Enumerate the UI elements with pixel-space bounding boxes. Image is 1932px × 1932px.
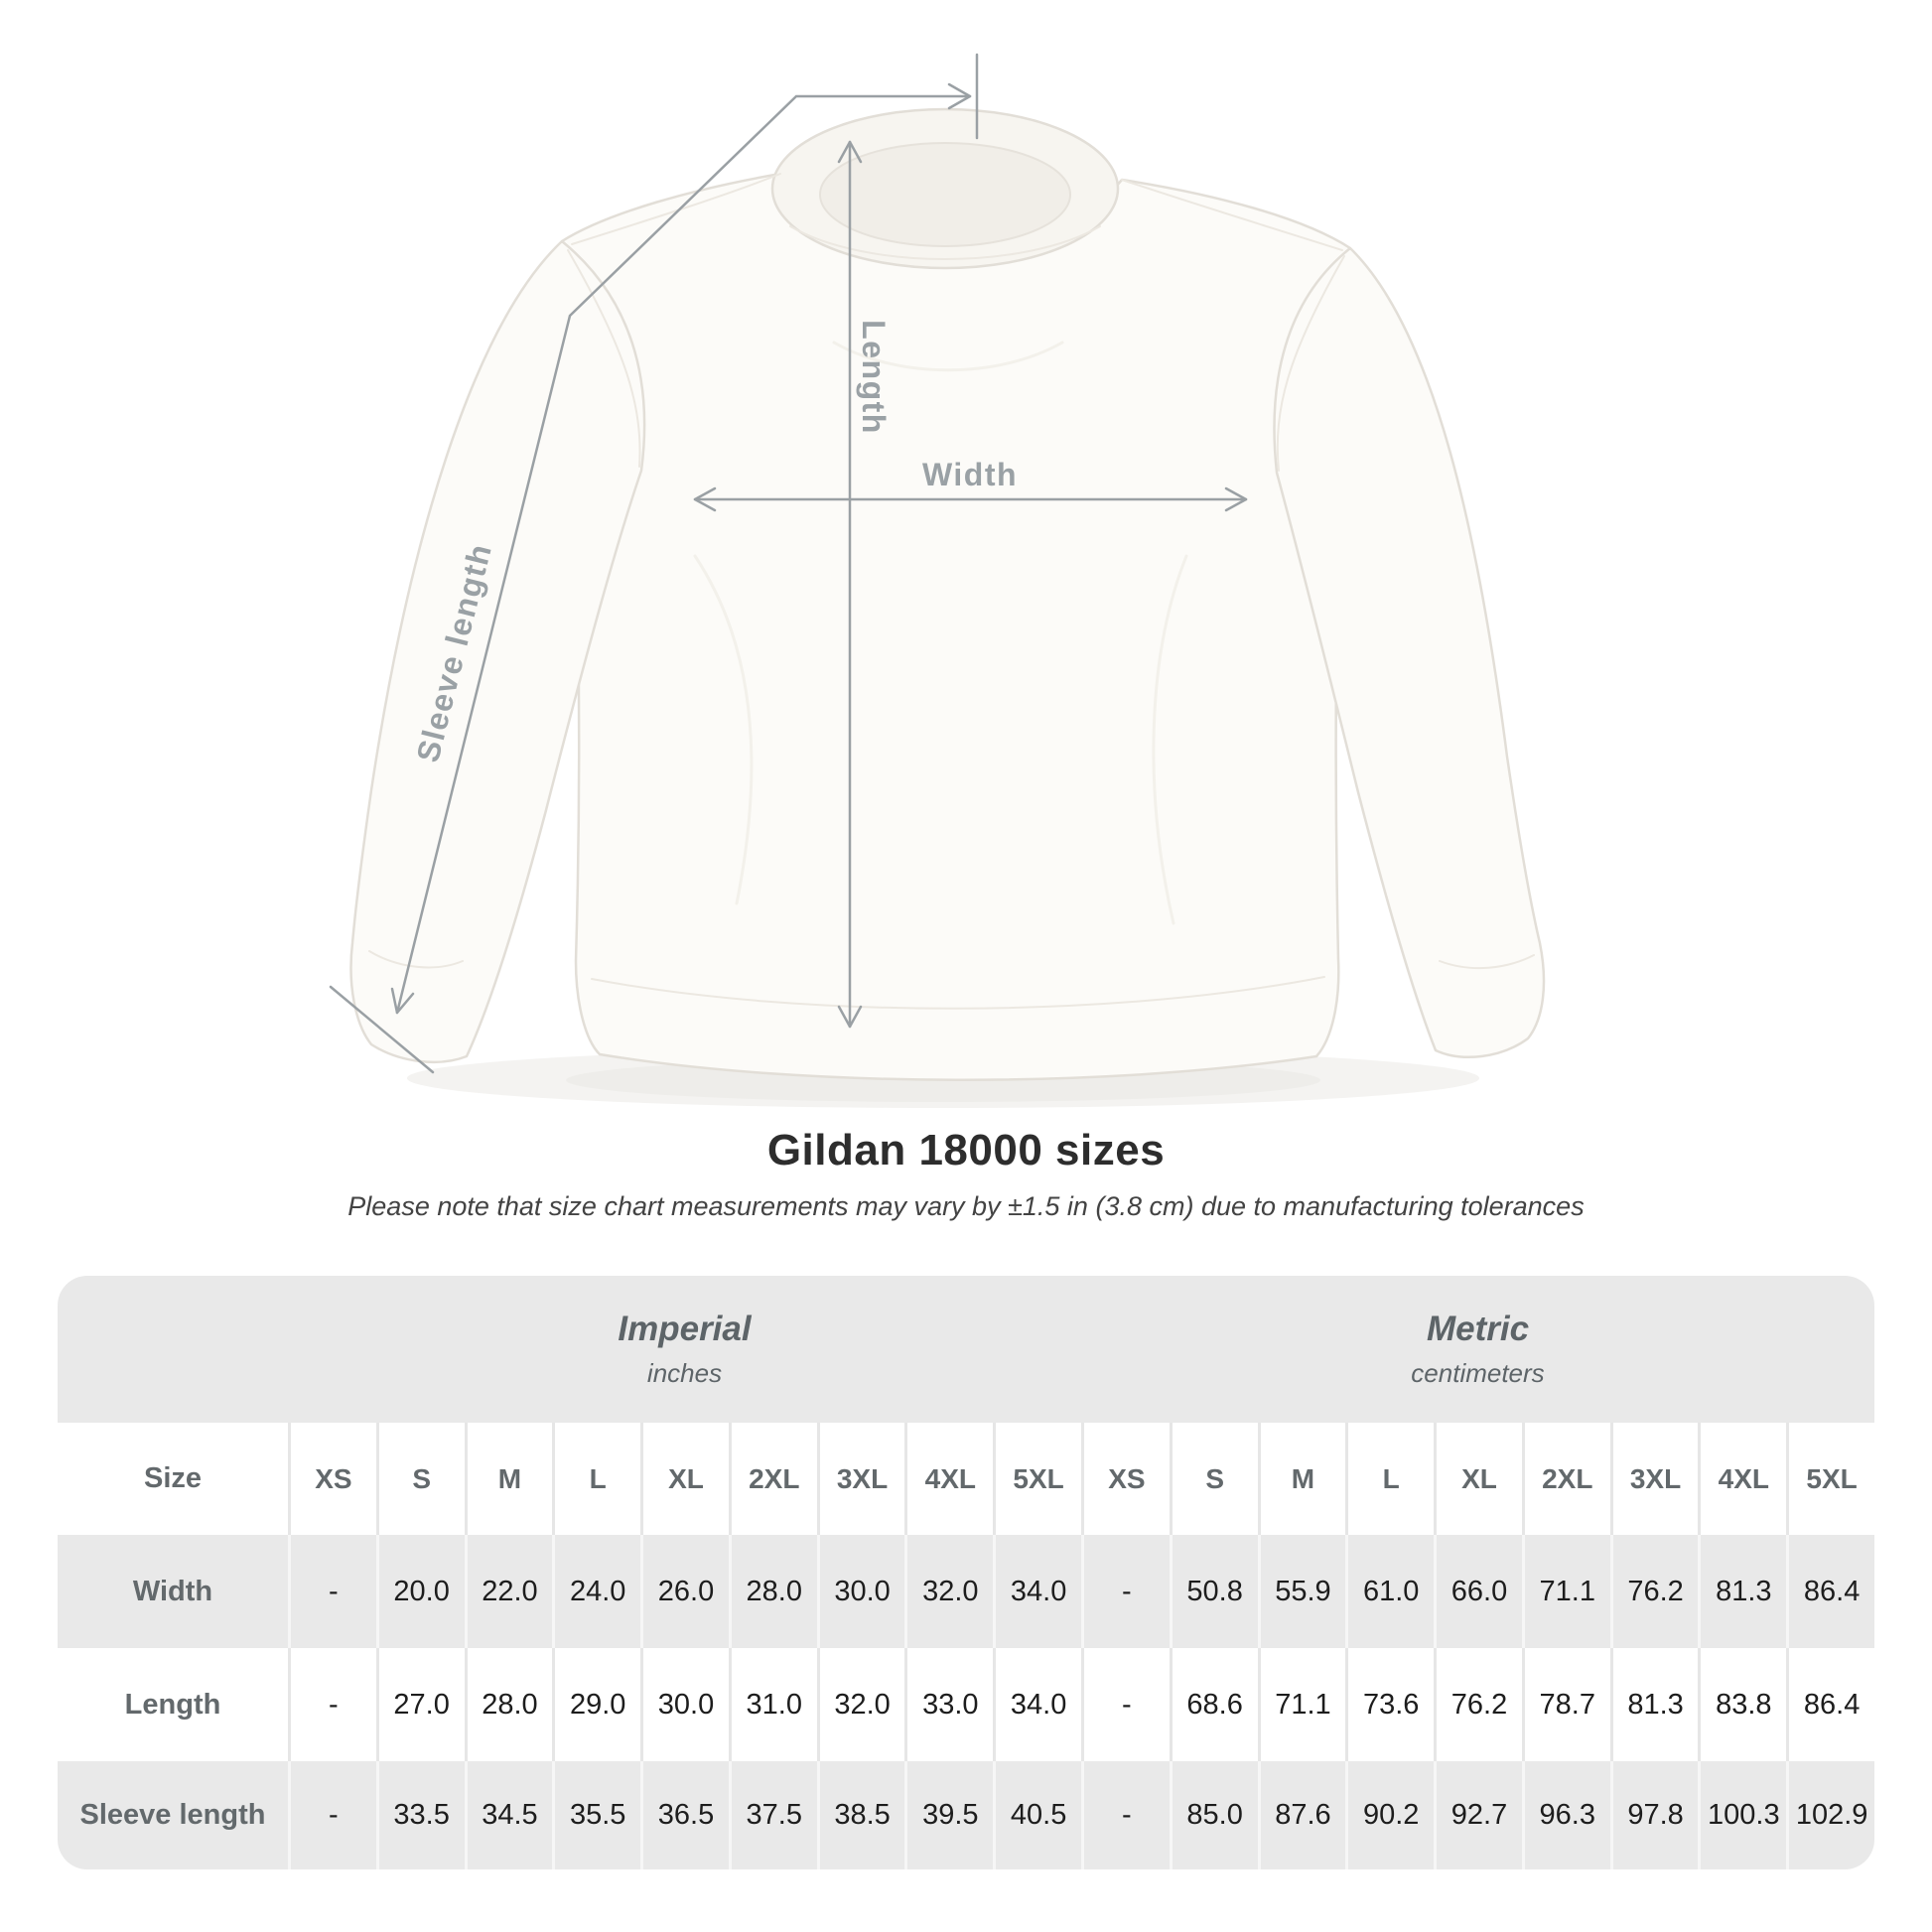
value-cell: 87.6 (1258, 1761, 1346, 1869)
value-cell: 55.9 (1258, 1535, 1346, 1648)
col-header: M (465, 1423, 553, 1535)
value-cell: 30.0 (640, 1648, 729, 1761)
value-cell: 66.0 (1434, 1535, 1522, 1648)
length-measure-label: Length (856, 320, 892, 435)
metric-label: Metric (1426, 1310, 1530, 1348)
value-cell: 71.1 (1258, 1648, 1346, 1761)
value-cell: 76.2 (1434, 1648, 1522, 1761)
col-header: S (376, 1423, 465, 1535)
value-cell: 97.8 (1610, 1761, 1699, 1869)
table-row-sleeve-length (58, 1761, 1874, 1869)
col-header: M (1258, 1423, 1346, 1535)
size-header-label: Size (143, 1462, 203, 1494)
corner-empty-cell (58, 1276, 288, 1423)
value-cell: 28.0 (729, 1535, 817, 1648)
tolerance-note: Please note that size chart measurements may vary by ±1.5 in (3.8 cm) due to manufacturing tolerances (347, 1191, 1585, 1221)
row-label: Length (124, 1688, 221, 1721)
value-cell: 37.5 (729, 1761, 817, 1869)
sweatshirt-illustration (351, 109, 1544, 1080)
metric-unit-label: centimeters (1411, 1358, 1545, 1388)
value-cell: 76.2 (1610, 1535, 1699, 1648)
value-cell: 34.0 (993, 1648, 1081, 1761)
value-cell: 22.0 (465, 1535, 553, 1648)
value-cell: - (1081, 1648, 1170, 1761)
value-cell: 31.0 (729, 1648, 817, 1761)
value-cell: 85.0 (1170, 1761, 1258, 1869)
sleeve-length-measure-label: Sleeve length (409, 539, 499, 766)
col-header: 2XL (1522, 1423, 1610, 1535)
value-cell: 32.0 (817, 1648, 905, 1761)
value-cell: 81.3 (1610, 1648, 1699, 1761)
col-header: 3XL (817, 1423, 905, 1535)
value-cell: 20.0 (376, 1535, 465, 1648)
col-header: XS (1081, 1423, 1170, 1535)
value-cell: 32.0 (904, 1535, 993, 1648)
metric-group-header (1081, 1276, 1874, 1423)
value-cell: 71.1 (1522, 1535, 1610, 1648)
col-header: L (1345, 1423, 1434, 1535)
value-cell: 29.0 (552, 1648, 640, 1761)
value-cell: 102.9 (1786, 1761, 1874, 1869)
value-cell: 24.0 (552, 1535, 640, 1648)
value-cell: 100.3 (1698, 1761, 1786, 1869)
imperial-label: Imperial (618, 1310, 752, 1348)
value-cell: 30.0 (817, 1535, 905, 1648)
value-cell: 26.0 (640, 1535, 729, 1648)
sweatshirt-body (562, 174, 1350, 1080)
value-cell: 34.0 (993, 1535, 1081, 1648)
col-header: 5XL (993, 1423, 1081, 1535)
value-cell: 38.5 (817, 1761, 905, 1869)
value-cell: - (288, 1648, 376, 1761)
unit-group-header-row (58, 1276, 1874, 1423)
value-cell: 86.4 (1786, 1648, 1874, 1761)
value-cell: - (1081, 1535, 1170, 1648)
size-table (58, 1276, 1874, 1869)
value-cell: 28.0 (465, 1648, 553, 1761)
width-measure-label: Width (921, 457, 1019, 492)
value-cell: 73.6 (1345, 1648, 1434, 1761)
value-cell: 33.0 (904, 1648, 993, 1761)
value-cell: 33.5 (376, 1761, 465, 1869)
row-label: Sleeve length (79, 1799, 266, 1831)
value-cell: - (1081, 1761, 1170, 1869)
value-cell: 34.5 (465, 1761, 553, 1869)
imperial-group-header (288, 1276, 1081, 1423)
value-cell: 90.2 (1345, 1761, 1434, 1869)
value-cell: 35.5 (552, 1761, 640, 1869)
value-cell: 96.3 (1522, 1761, 1610, 1869)
value-cell: 50.8 (1170, 1535, 1258, 1648)
value-cell: 36.5 (640, 1761, 729, 1869)
value-cell: - (288, 1761, 376, 1869)
value-cell: - (288, 1535, 376, 1648)
col-header: XS (288, 1423, 376, 1535)
col-header: L (552, 1423, 640, 1535)
imperial-unit-label: inches (646, 1358, 723, 1388)
value-cell: 78.7 (1522, 1648, 1610, 1761)
col-header: 2XL (729, 1423, 817, 1535)
value-cell: 40.5 (993, 1761, 1081, 1869)
size-header-row (58, 1423, 1874, 1535)
col-header: 4XL (904, 1423, 993, 1535)
row-label: Width (132, 1575, 213, 1607)
col-header: 3XL (1610, 1423, 1699, 1535)
col-header: 5XL (1786, 1423, 1874, 1535)
value-cell: 39.5 (904, 1761, 993, 1869)
value-cell: 81.3 (1698, 1535, 1786, 1648)
value-cell: 86.4 (1786, 1535, 1874, 1648)
page-title: Gildan 18000 sizes (766, 1126, 1166, 1174)
table-row-width (58, 1535, 1874, 1648)
value-cell: 68.6 (1170, 1648, 1258, 1761)
col-header: 4XL (1698, 1423, 1786, 1535)
col-header: XL (1434, 1423, 1522, 1535)
col-header: XL (640, 1423, 729, 1535)
table-row-length (58, 1648, 1874, 1761)
value-cell: 92.7 (1434, 1761, 1522, 1869)
value-cell: 27.0 (376, 1648, 465, 1761)
value-cell: 83.8 (1698, 1648, 1786, 1761)
col-header: S (1170, 1423, 1258, 1535)
value-cell: 61.0 (1345, 1535, 1434, 1648)
